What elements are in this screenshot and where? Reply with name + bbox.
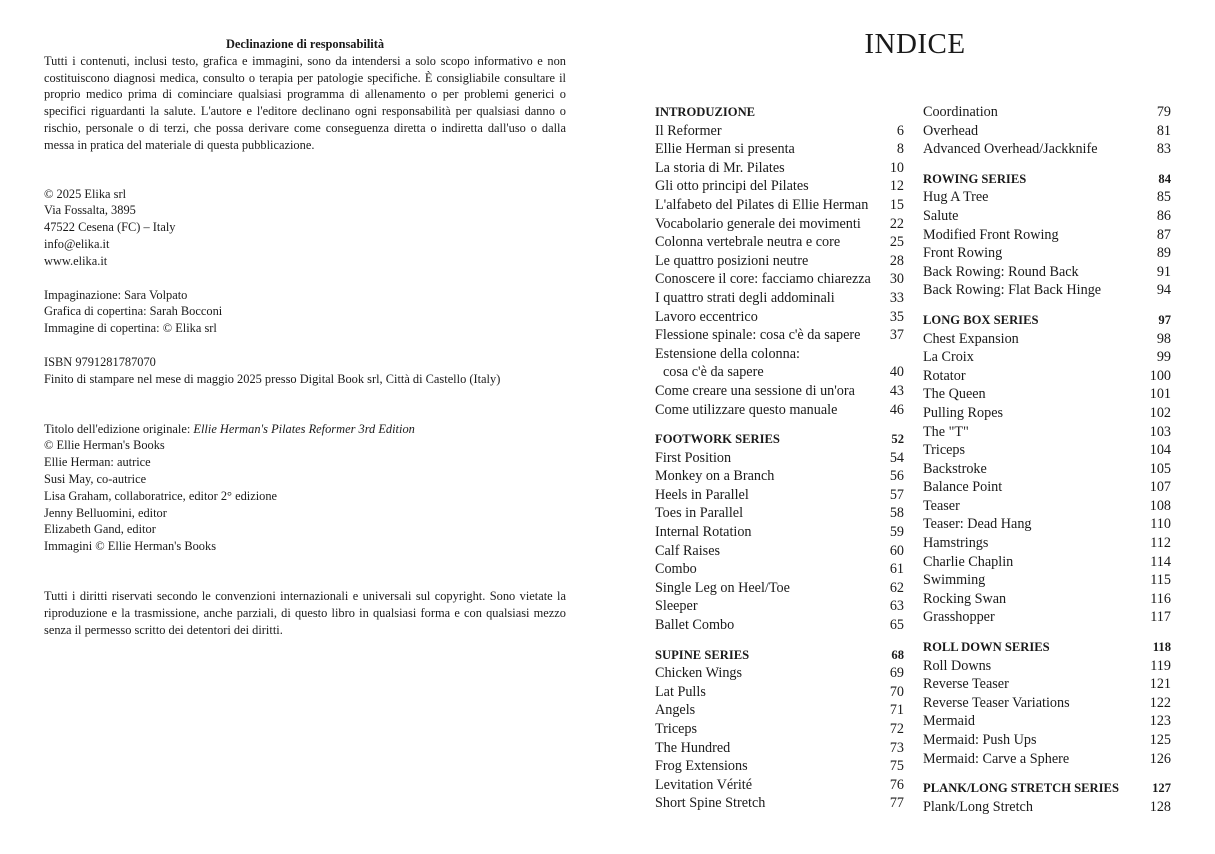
toc-entry: [923, 460, 1171, 479]
toc-entry-title: Ballet Combo: [655, 617, 735, 634]
toc-page-number: 99: [1156, 349, 1171, 366]
publisher-line: Via Fossalta, 3895: [44, 203, 136, 218]
toc-entry-title: Short Spine Stretch: [655, 795, 766, 812]
toc-entry-title: Reverse Teaser: [923, 676, 1009, 693]
toc-page-number: 94: [1156, 282, 1171, 299]
toc-entry: [923, 478, 1171, 497]
toc-entry-title: Charlie Chaplin: [923, 553, 1014, 570]
toc-entry: [655, 326, 904, 345]
toc-section-heading: [655, 430, 904, 449]
index-title: INDICE: [864, 28, 966, 60]
toc-entry: [655, 270, 904, 289]
toc-entry-title: Lavoro eccentrico: [655, 308, 758, 325]
toc-page-number: 107: [1149, 479, 1171, 496]
toc-page-number: 63: [889, 598, 904, 615]
toc-entry: [655, 122, 904, 141]
toc-page-number: 125: [1149, 732, 1171, 748]
toc-page-number: 8: [896, 141, 904, 158]
toc-page-number: 70: [889, 683, 904, 700]
toc-entry-title: Back Rowing: Flat Back Hinge: [923, 282, 1102, 299]
toc-page-number: 35: [889, 308, 904, 325]
index-column-right: [923, 103, 1171, 816]
toc-page-number: 100: [1149, 367, 1171, 384]
toc-entry-title: L'alfabeto del Pilates di Ellie Herman: [655, 196, 869, 213]
toc-page-number: 85: [1156, 189, 1171, 206]
toc-section-heading: [655, 646, 904, 665]
toc-entry: [655, 289, 904, 308]
toc-entry: [655, 720, 904, 739]
publisher-line: © 2025 Elika srl: [44, 186, 127, 201]
toc-entry: [655, 382, 904, 401]
toc-entry: [655, 523, 904, 542]
copyright-page: [44, 36, 566, 638]
toc-entry: [655, 401, 904, 420]
toc-entry: [655, 701, 904, 720]
toc-page-number: 57: [889, 486, 904, 503]
toc-entry: [655, 794, 904, 813]
toc-page-number: 6: [896, 122, 904, 139]
publisher-website: www.elika.it: [44, 253, 108, 268]
toc-entry: [655, 467, 904, 486]
toc-page-number: 69: [889, 665, 904, 682]
toc-entry: [923, 590, 1171, 609]
toc-page-number: 12: [889, 178, 904, 195]
toc-page-number: 119: [1150, 657, 1171, 674]
toc-entry-title: Sleeper: [655, 598, 698, 615]
toc-entry: [655, 757, 904, 776]
original-credit: Susi May, co-autrice: [44, 471, 147, 486]
toc-page-number: 86: [1156, 207, 1171, 224]
toc-entry-title: FOOTWORK SERIES: [655, 432, 780, 447]
disclaimer-text: Tutti i contenuti, inclusi testo, grafica e immagini, sono da intendersi a solo scopo informativo e non costituiscono diagnosi medica, consulto o terapia per patologie specifiche. È consigliabile consultare il proprio medico prima di cominciare qualsiasi programma di allenamento o per problemi generici o specifici riguardanti la salute. L'autore e l'editore declinano ogni responsabilità per qualsiasi danno o rischio, personale o di terzi, che possa derivare come conseguenza diretta o indiretta dall'uso o dalla messa in pratica del materiale di questa pubblicazione.: [44, 53, 566, 152]
original-title-line: [44, 421, 566, 438]
toc-page-number: 89: [1156, 245, 1171, 262]
toc-entry-title: Rotator: [923, 367, 966, 384]
toc-page-number: 73: [889, 739, 904, 756]
toc-entry-title: Toes in Parallel: [655, 505, 744, 522]
toc-page-number: 121: [1149, 676, 1171, 693]
original-credit: Jenny Belluomini, editor: [44, 505, 167, 520]
toc-entry-title: Mermaid: Push Ups: [923, 732, 1037, 748]
original-title-label: Titolo dell'edizione originale:: [44, 421, 194, 436]
toc-entry: [655, 560, 904, 579]
toc-entry: [923, 140, 1171, 159]
toc-entry-title: Single Leg on Heel/Toe: [655, 579, 790, 596]
toc-entry: [923, 608, 1171, 627]
toc-entry-title: Rocking Swan: [923, 590, 1007, 607]
toc-entry-title: Flessione spinale: cosa c'è da sapere: [655, 327, 861, 344]
toc-entry: [655, 504, 904, 523]
toc-page-number: 105: [1149, 460, 1171, 477]
toc-entry-title: Pulling Ropes: [923, 404, 1004, 421]
toc-entry-title: ROWING SERIES: [923, 171, 1027, 186]
toc-entry-title: Modified Front Rowing: [923, 226, 1059, 243]
toc-entry-title: Heels in Parallel: [655, 486, 749, 503]
toc-page-number: 22: [889, 215, 904, 232]
original-edition: [44, 421, 566, 555]
toc-page-number: 46: [889, 401, 904, 418]
toc-entry: [655, 542, 904, 561]
toc-entry: [923, 330, 1171, 349]
toc-entry: [655, 739, 904, 758]
original-credit: Lisa Graham, collaboratrice, editor 2° edizione: [44, 488, 278, 503]
toc-page-number: 118: [1152, 640, 1171, 655]
toc-page-number: 60: [889, 542, 904, 559]
toc-page-number: 114: [1150, 553, 1171, 570]
toc-page-number: 98: [1156, 330, 1171, 347]
toc-page-number: 15: [889, 196, 904, 213]
toc-entry: [923, 515, 1171, 534]
toc-page-number: 84: [1158, 171, 1171, 186]
toc-section-heading: [655, 103, 904, 122]
toc-entry-title: Lat Pulls: [655, 683, 706, 700]
index-column-left: [655, 103, 904, 813]
original-title: Ellie Herman's Pilates Reformer 3rd Edition: [193, 421, 415, 436]
toc-entry-title: Front Rowing: [923, 245, 1003, 262]
toc-page-number: 33: [889, 289, 904, 306]
toc-page-number: 102: [1149, 404, 1171, 421]
toc-entry-title: Swimming: [923, 572, 986, 589]
toc-section-heading: [923, 311, 1171, 330]
toc-entry: [655, 616, 904, 635]
toc-entry: [655, 664, 904, 683]
isbn: ISBN 9791281787070: [44, 354, 156, 369]
toc-entry-title: Conoscere il core: facciamo chiarezza: [655, 271, 871, 288]
toc-page-number: 40: [889, 364, 904, 381]
toc-page-number: 65: [889, 617, 904, 634]
toc-entry: [655, 486, 904, 505]
toc-entry-title: Teaser: Dead Hang: [923, 516, 1032, 533]
toc-entry: [923, 367, 1171, 386]
toc-entry: [655, 363, 904, 382]
toc-entry: [923, 571, 1171, 590]
toc-page-number: 43: [889, 382, 904, 399]
toc-page-number: 81: [1156, 122, 1171, 139]
toc-entry: [923, 675, 1171, 694]
toc-page-number: 37: [889, 327, 904, 344]
toc-page-number: 59: [889, 524, 904, 541]
toc-entry: [923, 423, 1171, 442]
toc-page-number: 108: [1149, 497, 1171, 514]
toc-entry: [923, 207, 1171, 226]
toc-entry-title: Overhead: [923, 122, 979, 139]
toc-entry: [923, 103, 1171, 122]
toc-entry-title: Hamstrings: [923, 535, 989, 552]
toc-page-number: 71: [889, 702, 904, 719]
publisher-email: info@elika.it: [44, 236, 110, 251]
toc-entry-title: Il Reformer: [655, 122, 722, 139]
toc-entry-title: cosa c'è da sapere: [663, 364, 764, 381]
toc-page-number: 87: [1156, 226, 1171, 243]
toc-entry: [655, 252, 904, 271]
toc-page-number: 101: [1149, 386, 1171, 403]
credit-line: Grafica di copertina: Sarah Bocconi: [44, 304, 223, 319]
toc-page-number: 56: [889, 468, 904, 485]
toc-entry-title: Angels: [655, 702, 696, 719]
toc-entry-title: Coordination: [923, 104, 998, 120]
toc-entry: [655, 196, 904, 215]
toc-entry: [655, 215, 904, 234]
toc-entry: [923, 385, 1171, 404]
toc-page-number: 54: [889, 449, 904, 466]
toc-page-number: 117: [1150, 609, 1171, 626]
toc-entry-title: Gli otto principi del Pilates: [655, 178, 809, 195]
toc-page-number: 28: [889, 252, 904, 269]
toc-entry-title: I quattro strati degli addominali: [655, 289, 835, 306]
toc-entry-title: Mermaid: Carve a Sphere: [923, 750, 1070, 767]
toc-entry-title: Frog Extensions: [655, 758, 748, 775]
printing-note: Finito di stampare nel mese di maggio 2025 presso Digital Book srl, Città di Castello (Italy): [44, 371, 501, 386]
toc-entry: [655, 140, 904, 159]
toc-entry-title: Balance Point: [923, 479, 1003, 496]
toc-entry-title: Backstroke: [923, 460, 987, 477]
toc-entry: [923, 188, 1171, 207]
toc-page-number: 10: [889, 159, 904, 176]
toc-entry: [923, 122, 1171, 141]
toc-entry: [923, 731, 1171, 750]
toc-entry-title: SUPINE SERIES: [655, 647, 750, 662]
toc-entry-title: Triceps: [655, 721, 698, 737]
disclaimer-title: Declinazione di responsabilità: [225, 37, 385, 51]
toc-entry: [655, 308, 904, 327]
toc-page-number: 62: [889, 579, 904, 596]
toc-page-number: 77: [889, 795, 904, 812]
toc-entry: [655, 449, 904, 468]
toc-entry: [655, 345, 904, 364]
toc-entry-title: Roll Downs: [923, 657, 992, 674]
toc-entry: [655, 597, 904, 616]
toc-page-number: 110: [1150, 516, 1171, 533]
toc-entry: [655, 683, 904, 702]
toc-entry: [923, 750, 1171, 769]
toc-page-number: 76: [889, 776, 904, 793]
toc-entry: [923, 553, 1171, 572]
publisher-info: [44, 186, 566, 270]
toc-entry-title: Salute: [923, 207, 959, 224]
toc-entry-title: INTRODUZIONE: [655, 105, 756, 119]
toc-entry-title: Levitation Vérité: [655, 776, 753, 793]
toc-entry-title: Back Rowing: Round Back: [923, 263, 1079, 280]
toc-entry: [655, 579, 904, 598]
toc-page-number: 25: [889, 234, 904, 251]
toc-entry-title: Ellie Herman si presenta: [655, 141, 795, 158]
toc-entry-title: La storia di Mr. Pilates: [655, 159, 785, 176]
isbn-block: [44, 354, 566, 388]
toc-entry: [923, 263, 1171, 282]
toc-entry-title: Come utilizzare questo manuale: [655, 401, 838, 418]
toc-entry-title: Chest Expansion: [923, 330, 1019, 347]
toc-entry: [923, 534, 1171, 553]
toc-page-number: 58: [889, 505, 904, 522]
toc-entry-title: Le quattro posizioni neutre: [655, 252, 809, 269]
toc-entry-title: Monkey on a Branch: [655, 468, 775, 485]
toc-entry-title: Reverse Teaser Variations: [923, 694, 1070, 711]
toc-entry-title: The Hundred: [655, 739, 731, 756]
toc-section-heading: [923, 779, 1171, 798]
toc-entry: [923, 798, 1171, 817]
toc-page-number: 128: [1149, 798, 1171, 815]
toc-entry-title: Colonna vertebrale neutra e core: [655, 234, 841, 251]
toc-entry-title: The Queen: [923, 386, 986, 403]
toc-entry-title: Combo: [655, 561, 697, 578]
toc-page-number: 30: [889, 271, 904, 288]
toc-entry-title: Estensione della colonna:: [655, 345, 800, 362]
toc-page-number: 115: [1150, 572, 1171, 589]
toc-entry-title: PLANK/LONG STRETCH SERIES: [923, 781, 1119, 796]
toc-entry: [923, 497, 1171, 516]
toc-page-number: 122: [1149, 694, 1171, 711]
original-credit: Immagini © Ellie Herman's Books: [44, 539, 217, 554]
toc-entry: [923, 348, 1171, 367]
toc-entry-title: Triceps: [923, 442, 966, 459]
toc-page-number: 126: [1149, 750, 1171, 767]
toc-page-number: 127: [1152, 781, 1171, 796]
toc-section-heading: [923, 170, 1171, 189]
toc-page-number: 91: [1156, 263, 1171, 280]
publisher-line: 47522 Cesena (FC) – Italy: [44, 220, 176, 235]
toc-entry: [655, 159, 904, 178]
toc-page-number: 104: [1149, 442, 1171, 459]
toc-page-number: 75: [889, 758, 904, 775]
toc-page-number: 103: [1149, 423, 1171, 440]
toc-entry: [923, 441, 1171, 460]
toc-entry-title: Hug A Tree: [923, 189, 989, 206]
credit-line: Immagine di copertina: © Elika srl: [44, 321, 217, 336]
toc-entry: [923, 226, 1171, 245]
credits: [44, 287, 566, 337]
toc-entry-title: Grasshopper: [923, 609, 995, 626]
toc-page-number: 112: [1150, 535, 1171, 552]
toc-entry-title: Internal Rotation: [655, 524, 752, 541]
toc-section-heading: [923, 638, 1171, 657]
toc-entry-title: Vocabolario generale dei movimenti: [655, 215, 861, 232]
toc-entry-title: ROLL DOWN SERIES: [923, 640, 1050, 655]
toc-entry-title: Teaser: [923, 497, 960, 514]
toc-entry: [923, 244, 1171, 263]
toc-entry: [655, 233, 904, 252]
toc-entry: [923, 712, 1171, 731]
toc-entry: [655, 177, 904, 196]
toc-entry-title: The "T": [923, 423, 969, 440]
toc-page-number: 61: [889, 561, 904, 578]
toc-page-number: 97: [1158, 312, 1171, 327]
toc-entry-title: Chicken Wings: [655, 665, 743, 682]
toc-entry-title: LONG BOX SERIES: [923, 312, 1039, 327]
toc-entry: [923, 694, 1171, 713]
toc-entry-title: Calf Raises: [655, 542, 721, 559]
toc-entry: [655, 776, 904, 795]
original-credit: © Ellie Herman's Books: [44, 438, 165, 453]
toc-page-number: 116: [1150, 590, 1171, 607]
toc-page-number: 79: [1156, 104, 1171, 120]
toc-entry: [923, 281, 1171, 300]
rights-notice: Tutti i diritti riservati secondo le convenzioni internazionali e universali sul copyright. Sono vietate la riproduzione e la trasmissione, anche parziali, di questo libro in qualsiasi forma e con qualsiasi mezzo senza il permesso scritto dei detentori dei diritti.: [44, 588, 566, 637]
original-credit: Elizabeth Gand, editor: [44, 522, 156, 537]
toc-page-number: 123: [1149, 713, 1171, 730]
toc-entry-title: First Position: [655, 449, 732, 466]
toc-entry-title: Mermaid: [923, 713, 976, 730]
toc-page-number: 72: [889, 721, 904, 737]
toc-entry-title: La Croix: [923, 349, 974, 366]
toc-entry-title: Advanced Overhead/Jackknife: [923, 141, 1098, 158]
toc-entry-title: Come creare una sessione di un'ora: [655, 382, 855, 399]
toc-page-number: 68: [891, 647, 904, 662]
toc-entry: [923, 404, 1171, 423]
toc-page-number: 52: [891, 432, 904, 447]
toc-entry: [923, 657, 1171, 676]
toc-page-number: 83: [1156, 141, 1171, 158]
toc-entry-title: Plank/Long Stretch: [923, 798, 1033, 815]
credit-line: Impaginazione: Sara Volpato: [44, 287, 188, 302]
original-credit: Ellie Herman: autrice: [44, 455, 151, 470]
